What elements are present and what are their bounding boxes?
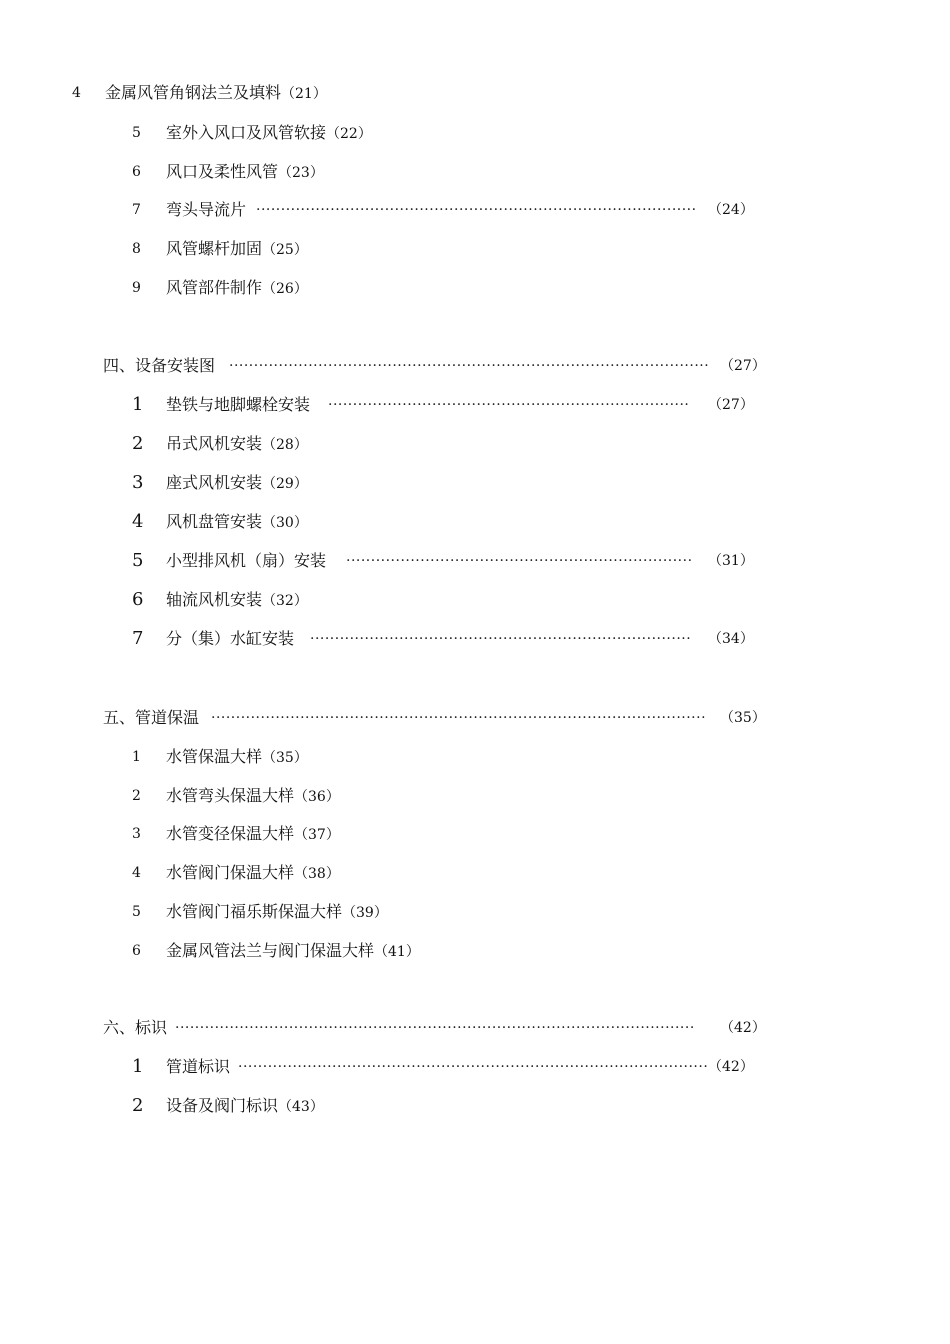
toc-entry-page: （29） <box>262 476 308 492</box>
toc-entry-title: 水管阀门保温大样（38） <box>166 863 340 882</box>
toc-entry-title: 水管保温大样（35） <box>166 747 308 766</box>
toc-entry-page: （43） <box>278 1099 324 1115</box>
toc-entry-page: （42） <box>708 1059 754 1075</box>
toc-entry-title: 风口及柔性风管（23） <box>166 162 324 181</box>
toc-entry-title: 风管螺杆加固（25） <box>166 239 308 258</box>
toc-entry-page: （35） <box>262 750 308 766</box>
toc-entry-page: （25） <box>262 242 308 258</box>
toc-entry-page: （30） <box>262 515 308 531</box>
toc-entry-title: 金属风管法兰与阀门保温大样（41） <box>166 941 420 960</box>
toc-entry-number: 9 <box>132 280 141 296</box>
toc-entry-page: （37） <box>294 827 340 843</box>
toc-entry-number: 6 <box>132 943 141 959</box>
toc-entry-number: 3 <box>132 826 141 842</box>
toc-entry-page: （32） <box>262 593 308 609</box>
toc-entry-number: 4 <box>132 865 141 881</box>
toc-entry-number: 6 <box>132 164 141 180</box>
dot-leader: ························································································· <box>256 202 697 218</box>
section-heading-page: （35） <box>720 710 766 726</box>
section-heading-title: 五、管道保温 <box>103 708 200 727</box>
toc-entry-number: 5 <box>132 125 141 141</box>
toc-entry[interactable] <box>132 548 762 574</box>
toc-entry-page: （31） <box>708 553 754 569</box>
toc-entry-title: 小型排风机（扇）安装 <box>166 551 327 570</box>
toc-entry-page: （39） <box>342 905 388 921</box>
toc-entry-number: 8 <box>132 241 141 257</box>
toc-entry-number: 7 <box>132 628 144 649</box>
toc-entry[interactable] <box>132 1054 762 1080</box>
toc-entry-number: 6 <box>132 589 144 610</box>
toc-entry-title: 金属风管角钢法兰及填料（21） <box>105 83 327 102</box>
toc-entry-page: （36） <box>294 789 340 805</box>
section-heading-title: 六、标识 <box>103 1018 168 1037</box>
toc-entry-title: 设备及阀门标识（43） <box>166 1096 324 1115</box>
toc-entry-number: 3 <box>132 472 144 493</box>
toc-entry-page: （27） <box>708 397 754 413</box>
toc-entry-page: （23） <box>278 165 324 181</box>
toc-entry-title: 垫铁与地脚螺栓安装 <box>166 395 311 414</box>
dot-leader: ···································································································· <box>211 710 707 726</box>
toc-entry-title: 室外入风口及风管软接（22） <box>166 123 372 142</box>
toc-entry-title: 弯头导流片 <box>166 200 247 219</box>
toc-entry-page: （41） <box>374 944 420 960</box>
toc-entry[interactable] <box>132 392 762 418</box>
toc-entry-number: 1 <box>132 394 144 415</box>
toc-entry-page: （26） <box>262 281 308 297</box>
section-heading-page: （27） <box>720 358 766 374</box>
toc-entry-number: 4 <box>72 85 81 101</box>
toc-entry-title: 管道标识 <box>166 1057 231 1076</box>
toc-section-heading[interactable] <box>103 353 768 379</box>
dot-leader: ································································································· <box>229 358 710 374</box>
toc-entry-number: 1 <box>132 1056 144 1077</box>
toc-entry-title: 风机盘管安装（30） <box>166 512 308 531</box>
section-heading-title: 四、设备安装图 <box>103 356 216 375</box>
toc-entry-number: 7 <box>132 202 141 218</box>
toc-entry-title: 水管阀门福乐斯保温大样（39） <box>166 902 388 921</box>
dot-leader: ········································································································· <box>175 1020 695 1036</box>
toc-entry-number: 4 <box>132 511 144 532</box>
toc-entry-page: （22） <box>326 126 372 142</box>
toc-entry[interactable] <box>132 197 762 223</box>
toc-section-heading[interactable] <box>103 705 768 731</box>
toc-entry-number: 2 <box>132 433 144 454</box>
toc-entry-title: 分（集）水缸安装 <box>166 629 295 648</box>
toc-entry-title: 轴流风机安装（32） <box>166 590 308 609</box>
toc-entry-number: 5 <box>132 550 144 571</box>
toc-entry-number: 1 <box>132 749 141 765</box>
toc-entry-title: 水管弯头保温大样（36） <box>166 786 340 805</box>
toc-entry-number: 5 <box>132 904 141 920</box>
toc-entry-page: （34） <box>708 631 754 647</box>
toc-entry-number: 2 <box>132 788 141 804</box>
dot-leader: ······································································ <box>346 553 693 569</box>
toc-entry-title: 风管部件制作（26） <box>166 278 308 297</box>
toc-entry-page: （24） <box>708 202 754 218</box>
dot-leader: ········································································· <box>328 397 690 413</box>
toc-entry-page: （38） <box>294 866 340 882</box>
toc-entry[interactable] <box>132 626 762 652</box>
toc-section-heading[interactable] <box>103 1015 768 1041</box>
dot-leader: ······························································································· <box>238 1059 709 1075</box>
section-heading-page: （42） <box>720 1020 766 1036</box>
dot-leader: ············································································· <box>310 631 692 647</box>
toc-entry-title: 水管变径保温大样（37） <box>166 824 340 843</box>
toc-entry-page: （21） <box>281 86 327 102</box>
toc-entry-title: 吊式风机安装（28） <box>166 434 308 453</box>
toc-entry-page: （28） <box>262 437 308 453</box>
toc-entry-number: 2 <box>132 1095 144 1116</box>
toc-entry-title: 座式风机安装（29） <box>166 473 308 492</box>
